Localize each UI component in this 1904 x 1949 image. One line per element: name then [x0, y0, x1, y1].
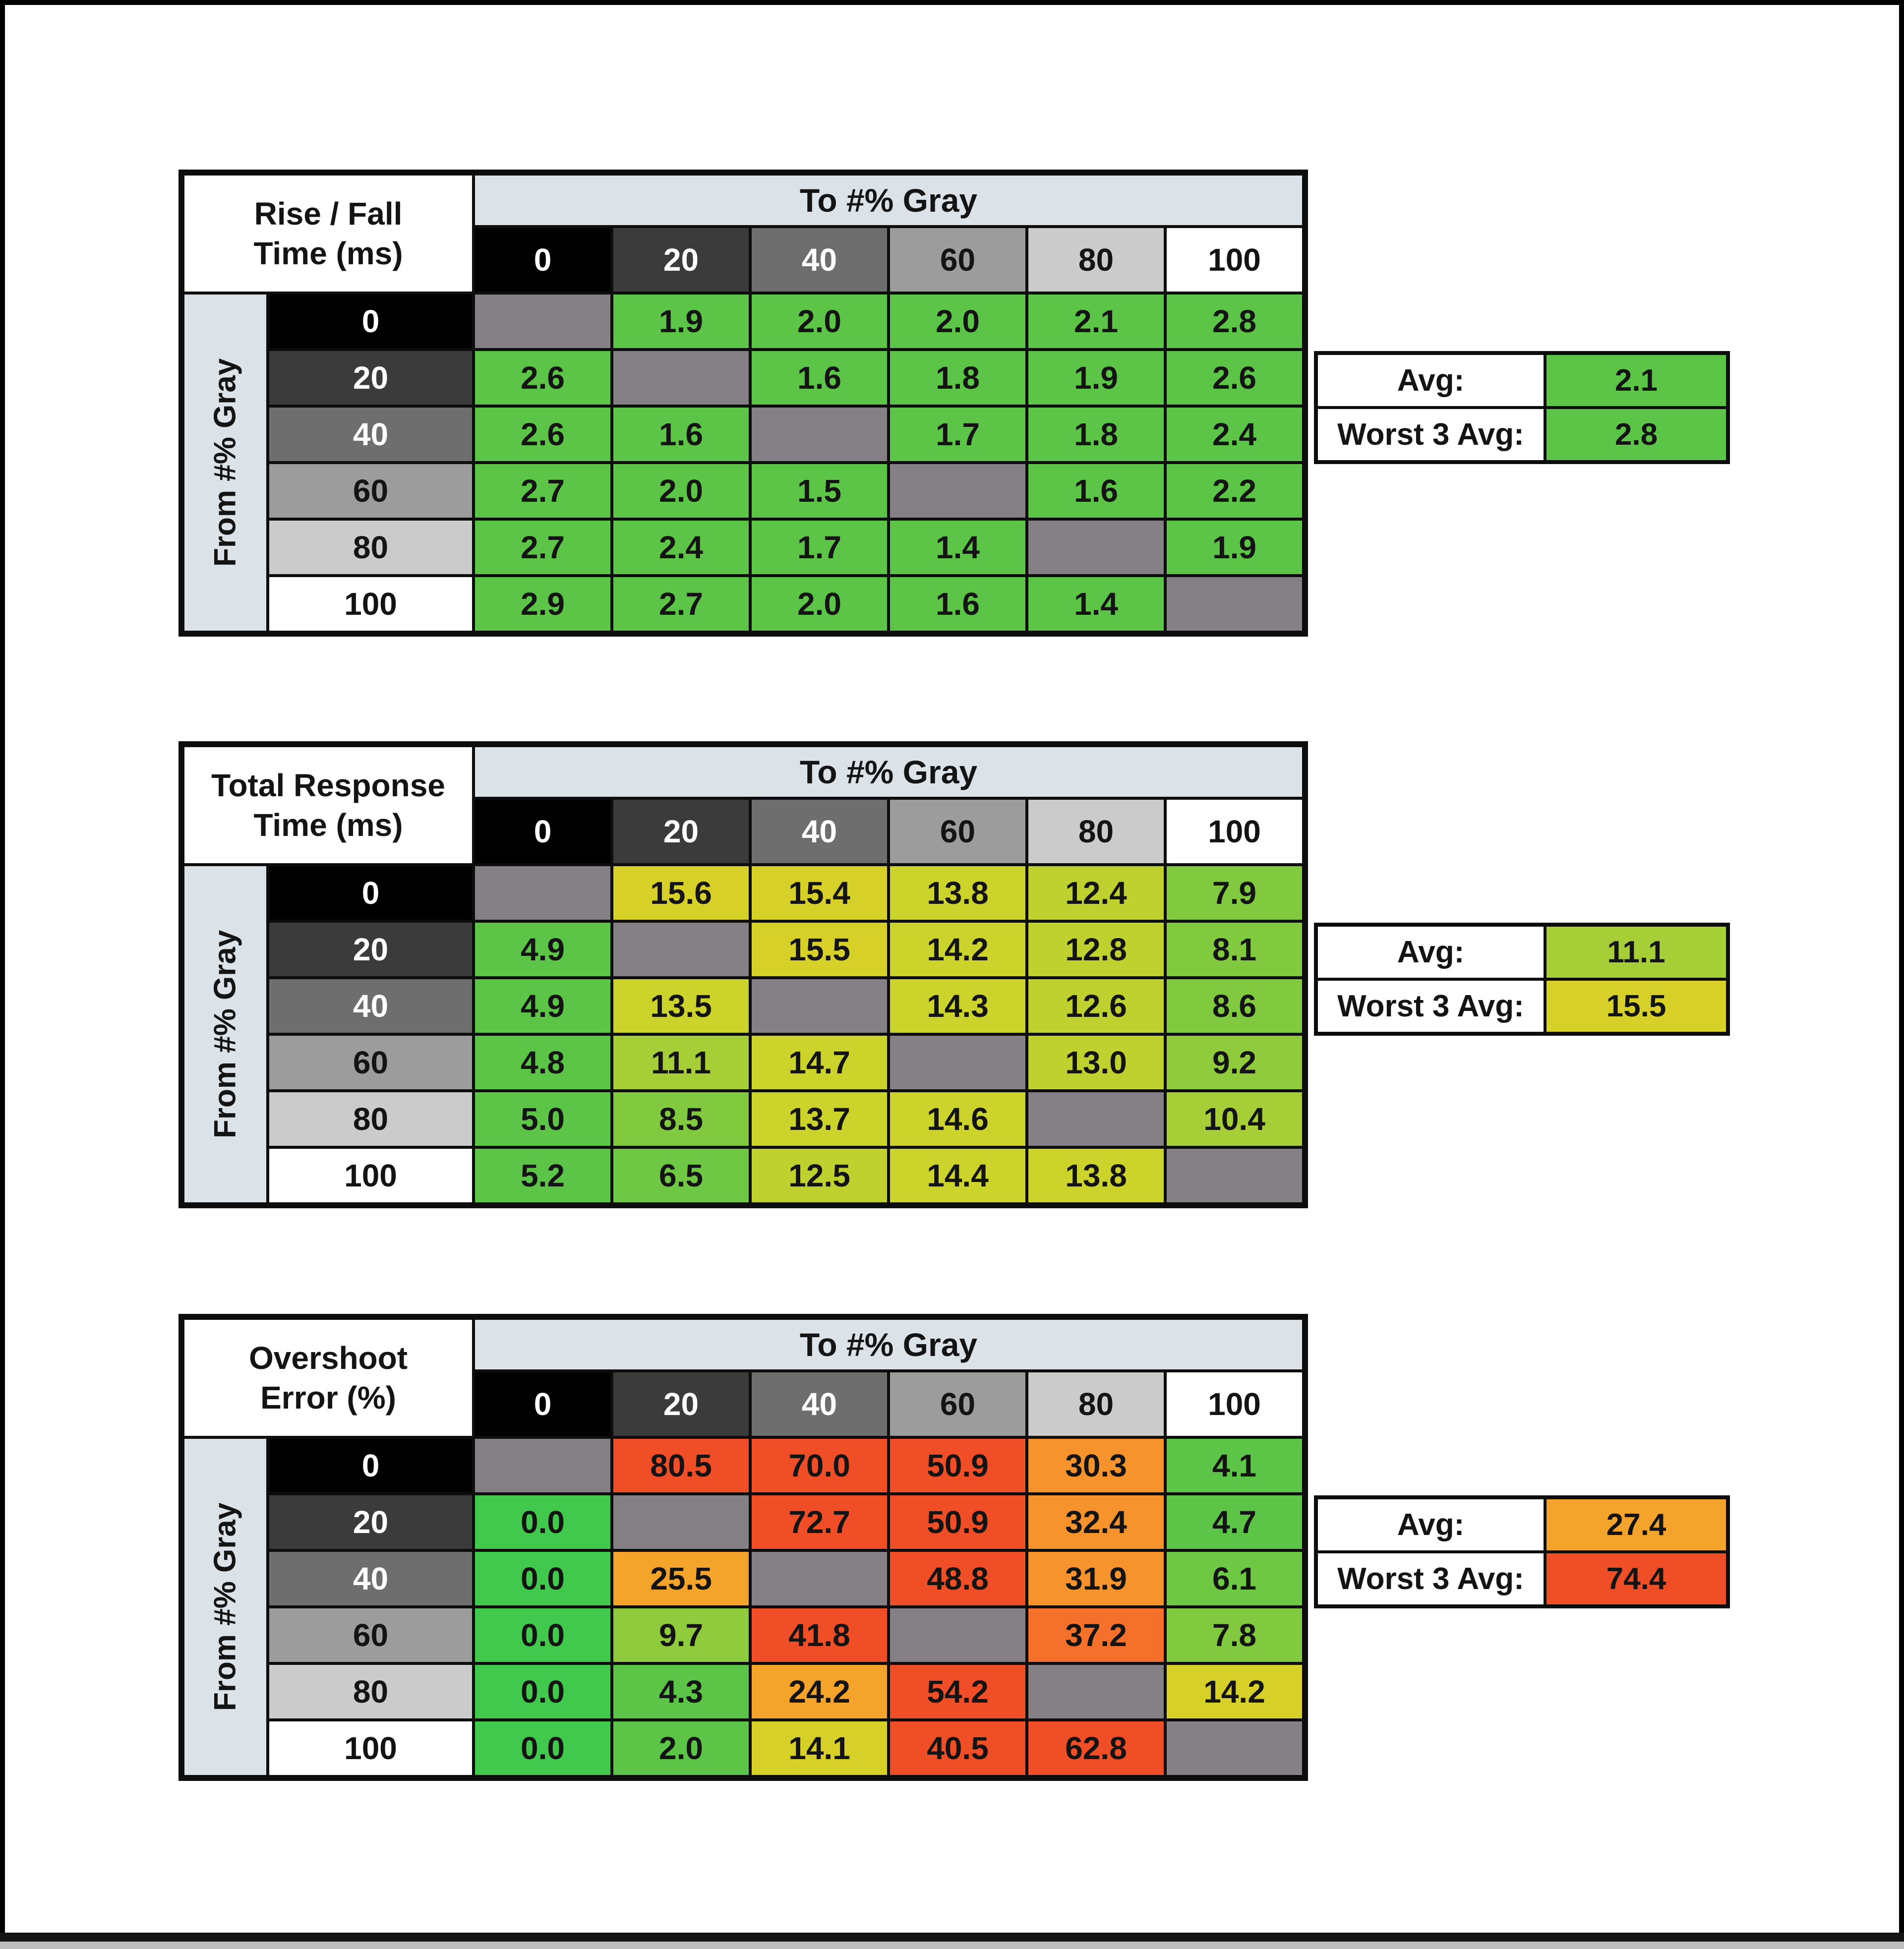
cell-from-80-to-20: 4.3 — [613, 1665, 749, 1718]
to-gray-banner: To #% Gray — [475, 1320, 1302, 1369]
cell-from-0-to-20: 80.5 — [613, 1439, 749, 1492]
cell-from-0-to-20: 15.6 — [613, 866, 749, 920]
col-header-20: 20 — [613, 228, 749, 292]
col-header-100: 100 — [1167, 1372, 1302, 1436]
cell-from-0-to-0 — [475, 866, 610, 920]
row-header-40: 40 — [269, 1552, 472, 1605]
rise-fall-title-line2: Time (ms) — [253, 236, 403, 271]
cell-from-20-to-100: 4.7 — [1167, 1495, 1302, 1549]
cell-from-0-to-60: 50.9 — [890, 1439, 1025, 1492]
rise-fall-time-table — [178, 170, 1308, 637]
total-response-avg-block — [1314, 923, 1730, 1036]
cell-from-20-to-40: 1.6 — [752, 351, 887, 405]
cell-from-20-to-0: 2.6 — [475, 351, 610, 405]
overshoot-error-table — [178, 1314, 1308, 1781]
col-header-0: 0 — [475, 1372, 610, 1436]
total-response-title — [184, 747, 472, 863]
cell-from-40-to-60: 48.8 — [890, 1552, 1025, 1605]
cell-from-60-to-0: 4.8 — [475, 1036, 610, 1089]
cell-from-20-to-80: 12.8 — [1028, 923, 1164, 976]
row-header-20: 20 — [269, 351, 472, 405]
row-header-60: 60 — [269, 464, 472, 518]
cell-from-80-to-0: 2.7 — [475, 521, 610, 574]
cell-from-0-to-80: 12.4 — [1028, 866, 1164, 920]
avg-value: 11.1 — [1547, 927, 1726, 978]
cell-from-100-to-60: 40.5 — [890, 1721, 1025, 1775]
cell-from-100-to-40: 12.5 — [752, 1149, 887, 1202]
cell-from-20-to-0: 4.9 — [475, 923, 610, 976]
cell-from-40-to-80: 1.8 — [1028, 408, 1164, 461]
rise-fall-title-line1: Rise / Fall — [254, 196, 403, 232]
cell-from-80-to-20: 2.4 — [613, 521, 749, 574]
row-header-80: 80 — [269, 1665, 472, 1718]
cell-from-60-to-40: 41.8 — [752, 1608, 887, 1662]
rise-fall-title — [184, 176, 472, 292]
row-header-80: 80 — [269, 1092, 472, 1146]
bottom-black-bar — [0, 1933, 1904, 1942]
col-header-20: 20 — [613, 1372, 749, 1436]
row-header-100: 100 — [269, 1721, 472, 1775]
cell-from-40-to-20: 25.5 — [613, 1552, 749, 1605]
cell-from-100-to-80: 62.8 — [1028, 1721, 1164, 1775]
worst-3-avg-value: 2.8 — [1547, 409, 1726, 460]
worst-3-avg-value: 15.5 — [1547, 981, 1726, 1032]
cell-from-80-to-40: 24.2 — [752, 1665, 887, 1718]
cell-from-20-to-20 — [613, 351, 749, 405]
cell-from-80-to-80 — [1028, 521, 1164, 574]
cell-from-60-to-80: 37.2 — [1028, 1608, 1164, 1662]
from-gray-banner: From #% Gray — [184, 1439, 266, 1775]
cell-from-40-to-20: 1.6 — [613, 408, 749, 461]
cell-from-80-to-0: 0.0 — [475, 1665, 610, 1718]
col-header-0: 0 — [475, 800, 610, 863]
cell-from-20-to-100: 2.6 — [1167, 351, 1302, 405]
row-header-60: 60 — [269, 1608, 472, 1662]
cell-from-100-to-0: 0.0 — [475, 1721, 610, 1775]
cell-from-60-to-60 — [890, 1036, 1025, 1089]
cell-from-0-to-60: 13.8 — [890, 866, 1025, 920]
cell-from-0-to-60: 2.0 — [890, 295, 1025, 348]
cell-from-20-to-80: 1.9 — [1028, 351, 1164, 405]
cell-from-40-to-100: 6.1 — [1167, 1552, 1302, 1605]
cell-from-0-to-0 — [475, 1439, 610, 1492]
avg-value: 27.4 — [1547, 1499, 1726, 1550]
worst-3-avg-label: Worst 3 Avg: — [1318, 1553, 1544, 1604]
from-gray-banner: From #% Gray — [184, 866, 266, 1202]
to-gray-banner: To #% Gray — [475, 747, 1302, 797]
worst-3-avg-label: Worst 3 Avg: — [1318, 409, 1544, 460]
row-header-20: 20 — [269, 1495, 472, 1549]
cell-from-60-to-0: 0.0 — [475, 1608, 610, 1662]
cell-from-100-to-100 — [1167, 577, 1302, 631]
cell-from-80-to-60: 54.2 — [890, 1665, 1025, 1718]
cell-from-0-to-40: 15.4 — [752, 866, 887, 920]
cell-from-20-to-0: 0.0 — [475, 1495, 610, 1549]
cell-from-40-to-40 — [752, 979, 887, 1033]
cell-from-20-to-60: 1.8 — [890, 351, 1025, 405]
to-gray-banner: To #% Gray — [475, 176, 1302, 225]
cell-from-100-to-20: 2.0 — [613, 1721, 749, 1775]
col-header-60: 60 — [890, 228, 1025, 292]
cell-from-60-to-100: 7.8 — [1167, 1608, 1302, 1662]
row-header-20: 20 — [269, 923, 472, 976]
overshoot-title — [184, 1320, 472, 1436]
avg-value: 2.1 — [1547, 355, 1726, 406]
cell-from-60-to-20: 9.7 — [613, 1608, 749, 1662]
cell-from-20-to-20 — [613, 923, 749, 976]
cell-from-80-to-40: 1.7 — [752, 521, 887, 574]
col-header-80: 80 — [1028, 228, 1164, 292]
avg-label: Avg: — [1318, 927, 1544, 978]
total-response-title-line1: Total Response — [211, 768, 445, 803]
col-header-80: 80 — [1028, 1372, 1164, 1436]
worst-3-avg-label: Worst 3 Avg: — [1318, 981, 1544, 1032]
cell-from-40-to-0: 2.6 — [475, 408, 610, 461]
cell-from-60-to-80: 13.0 — [1028, 1036, 1164, 1089]
col-header-80: 80 — [1028, 800, 1164, 863]
cell-from-40-to-80: 31.9 — [1028, 1552, 1164, 1605]
cell-from-80-to-60: 14.6 — [890, 1092, 1025, 1146]
total-response-title-line2: Time (ms) — [253, 807, 403, 843]
total-response-time-table — [178, 741, 1308, 1208]
cell-from-0-to-100: 7.9 — [1167, 866, 1302, 920]
cell-from-0-to-40: 70.0 — [752, 1439, 887, 1492]
cell-from-40-to-100: 8.6 — [1167, 979, 1302, 1033]
col-header-40: 40 — [752, 1372, 887, 1436]
cell-from-60-to-60 — [890, 464, 1025, 518]
cell-from-60-to-0: 2.7 — [475, 464, 610, 518]
cell-from-0-to-100: 2.8 — [1167, 295, 1302, 348]
cell-from-40-to-80: 12.6 — [1028, 979, 1164, 1033]
bottom-gray-strip — [0, 1942, 1904, 1949]
cell-from-80-to-80 — [1028, 1092, 1164, 1146]
cell-from-100-to-0: 2.9 — [475, 577, 610, 631]
cell-from-100-to-40: 2.0 — [752, 577, 887, 631]
cell-from-60-to-20: 2.0 — [613, 464, 749, 518]
cell-from-80-to-40: 13.7 — [752, 1092, 887, 1146]
row-header-0: 0 — [269, 866, 472, 920]
cell-from-100-to-20: 2.7 — [613, 577, 749, 631]
cell-from-40-to-40 — [752, 408, 887, 461]
row-header-40: 40 — [269, 979, 472, 1033]
cell-from-80-to-80 — [1028, 1665, 1164, 1718]
col-header-100: 100 — [1167, 800, 1302, 863]
cell-from-60-to-40: 14.7 — [752, 1036, 887, 1089]
row-header-40: 40 — [269, 408, 472, 461]
cell-from-40-to-0: 4.9 — [475, 979, 610, 1033]
cell-from-100-to-20: 6.5 — [613, 1149, 749, 1202]
cell-from-60-to-60 — [890, 1608, 1025, 1662]
col-header-60: 60 — [890, 800, 1025, 863]
row-header-0: 0 — [269, 1439, 472, 1492]
cell-from-40-to-100: 2.4 — [1167, 408, 1302, 461]
cell-from-20-to-40: 15.5 — [752, 923, 887, 976]
cell-from-100-to-0: 5.2 — [475, 1149, 610, 1202]
cell-from-60-to-20: 11.1 — [613, 1036, 749, 1089]
cell-from-20-to-80: 32.4 — [1028, 1495, 1164, 1549]
cell-from-100-to-60: 1.6 — [890, 577, 1025, 631]
cell-from-80-to-60: 1.4 — [890, 521, 1025, 574]
cell-from-0-to-0 — [475, 295, 610, 348]
cell-from-40-to-40 — [752, 1552, 887, 1605]
cell-from-60-to-100: 2.2 — [1167, 464, 1302, 518]
row-header-60: 60 — [269, 1036, 472, 1089]
cell-from-40-to-60: 1.7 — [890, 408, 1025, 461]
cell-from-20-to-20 — [613, 1495, 749, 1549]
row-header-100: 100 — [269, 577, 472, 631]
worst-3-avg-value: 74.4 — [1547, 1553, 1726, 1604]
cell-from-100-to-100 — [1167, 1721, 1302, 1775]
from-gray-banner: From #% Gray — [184, 295, 266, 631]
col-header-60: 60 — [890, 1372, 1025, 1436]
cell-from-40-to-60: 14.3 — [890, 979, 1025, 1033]
cell-from-0-to-100: 4.1 — [1167, 1439, 1302, 1492]
row-header-100: 100 — [269, 1149, 472, 1202]
cell-from-100-to-80: 13.8 — [1028, 1149, 1164, 1202]
cell-from-100-to-60: 14.4 — [890, 1149, 1025, 1202]
avg-label: Avg: — [1318, 355, 1544, 406]
overshoot-title-line1: Overshoot — [248, 1340, 408, 1376]
col-header-0: 0 — [475, 228, 610, 292]
cell-from-60-to-40: 1.5 — [752, 464, 887, 518]
col-header-40: 40 — [752, 800, 887, 863]
col-header-20: 20 — [613, 800, 749, 863]
cell-from-80-to-100: 1.9 — [1167, 521, 1302, 574]
cell-from-100-to-100 — [1167, 1149, 1302, 1202]
cell-from-20-to-40: 72.7 — [752, 1495, 887, 1549]
cell-from-0-to-20: 1.9 — [613, 295, 749, 348]
overshoot-title-line2: Error (%) — [260, 1380, 396, 1416]
row-header-80: 80 — [269, 521, 472, 574]
cell-from-80-to-100: 10.4 — [1167, 1092, 1302, 1146]
cell-from-0-to-80: 30.3 — [1028, 1439, 1164, 1492]
cell-from-0-to-40: 2.0 — [752, 295, 887, 348]
overshoot-avg-block — [1314, 1495, 1730, 1608]
cell-from-0-to-80: 2.1 — [1028, 295, 1164, 348]
cell-from-60-to-80: 1.6 — [1028, 464, 1164, 518]
cell-from-100-to-80: 1.4 — [1028, 577, 1164, 631]
cell-from-100-to-40: 14.1 — [752, 1721, 887, 1775]
col-header-100: 100 — [1167, 228, 1302, 292]
cell-from-20-to-60: 14.2 — [890, 923, 1025, 976]
cell-from-80-to-0: 5.0 — [475, 1092, 610, 1146]
rise-fall-avg-block — [1314, 351, 1730, 464]
cell-from-40-to-0: 0.0 — [475, 1552, 610, 1605]
cell-from-60-to-100: 9.2 — [1167, 1036, 1302, 1089]
col-header-40: 40 — [752, 228, 887, 292]
cell-from-80-to-20: 8.5 — [613, 1092, 749, 1146]
cell-from-80-to-100: 14.2 — [1167, 1665, 1302, 1718]
avg-label: Avg: — [1318, 1499, 1544, 1550]
cell-from-40-to-20: 13.5 — [613, 979, 749, 1033]
row-header-0: 0 — [269, 295, 472, 348]
cell-from-20-to-60: 50.9 — [890, 1495, 1025, 1549]
cell-from-20-to-100: 8.1 — [1167, 923, 1302, 976]
